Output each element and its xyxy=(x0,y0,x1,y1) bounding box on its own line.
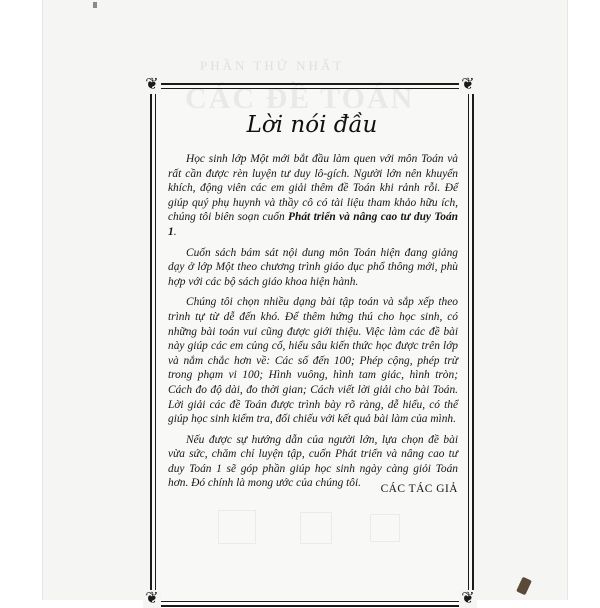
corner-ornament-icon: ❦ xyxy=(143,76,161,94)
corner-ornament-icon: ❦ xyxy=(459,590,477,608)
preface-paragraph-4: Nếu được sự hướng dẫn của người lớn, lựa chọn đề bài vừa sức, chăm chỉ luyện tập, cuốn Phát triển và nâng cao tư duy Toán 1 sẽ góp phần giúp học sinh ngày càng giỏi Toán hơn. Đó chính là mong ước của chúng tôi. xyxy=(168,433,458,490)
book-title: Phát triển và nâng cao tư duy Toán 1 xyxy=(168,211,458,238)
paragraph-1-lead: Học sinh lớp Một mới bắt đầu làm quen với môn Toán và rất cần được rèn luyện tư duy lô-gích. Người lớn nên khuyến khích, động viên các em giải thêm đề Toán khi rảnh rỗi. Để giúp quý phụ huynh và thầy cô có tài liệu tham khảo hữu ích, chúng tôi biên soạn cuốn xyxy=(168,153,458,224)
background-title-text: CÁC ĐỀ TOÁN xyxy=(185,82,415,115)
preface-body xyxy=(168,152,458,497)
preface-signature: CÁC TÁC GIẢ xyxy=(380,483,458,495)
paragraph-1-end: . xyxy=(173,225,177,238)
page-speck xyxy=(93,2,97,8)
preface-paragraph-2: Cuốn sách bám sát nội dung môn Toán hiện đang giảng dạy ở lớp Một theo chương trình giáo dục phổ thông mới, phù hợp với các bộ sách giáo khoa hiện hành. xyxy=(168,246,458,288)
background-header-text: PHẦN THỨ NHẤT xyxy=(200,58,345,73)
corner-ornament-icon: ❦ xyxy=(143,590,161,608)
preface-paragraph-1 xyxy=(168,152,458,240)
corner-ornament-icon: ❦ xyxy=(459,76,477,94)
preface-title: Lời nói đầu xyxy=(246,112,378,138)
preface-paragraph-3: Chúng tôi chọn nhiều dạng bài tập toán và sắp xếp theo trình tự từ dễ đến khó. Để thêm hứng thú cho học sinh, có những bài toán vui cũng được giới thiệu. Việc làm các đề bài này giúp các em củng cố, hiểu sâu kiến thức học được trên lớp và nắm chắc hơn về: Các số đến 100; Phép cộng, phép trừ trong phạm vi 100; Hình vuông, hình tam giác, hình tròn; Cách đo độ dài, đo thời gian; Cách viết lời giải cho bài Toán. Lời giải các đề Toán được trình bày rõ ràng, dễ hiểu, có thể giúp học sinh kiểm tra, đối chiếu với kết quả bài làm của mình. xyxy=(168,296,458,426)
